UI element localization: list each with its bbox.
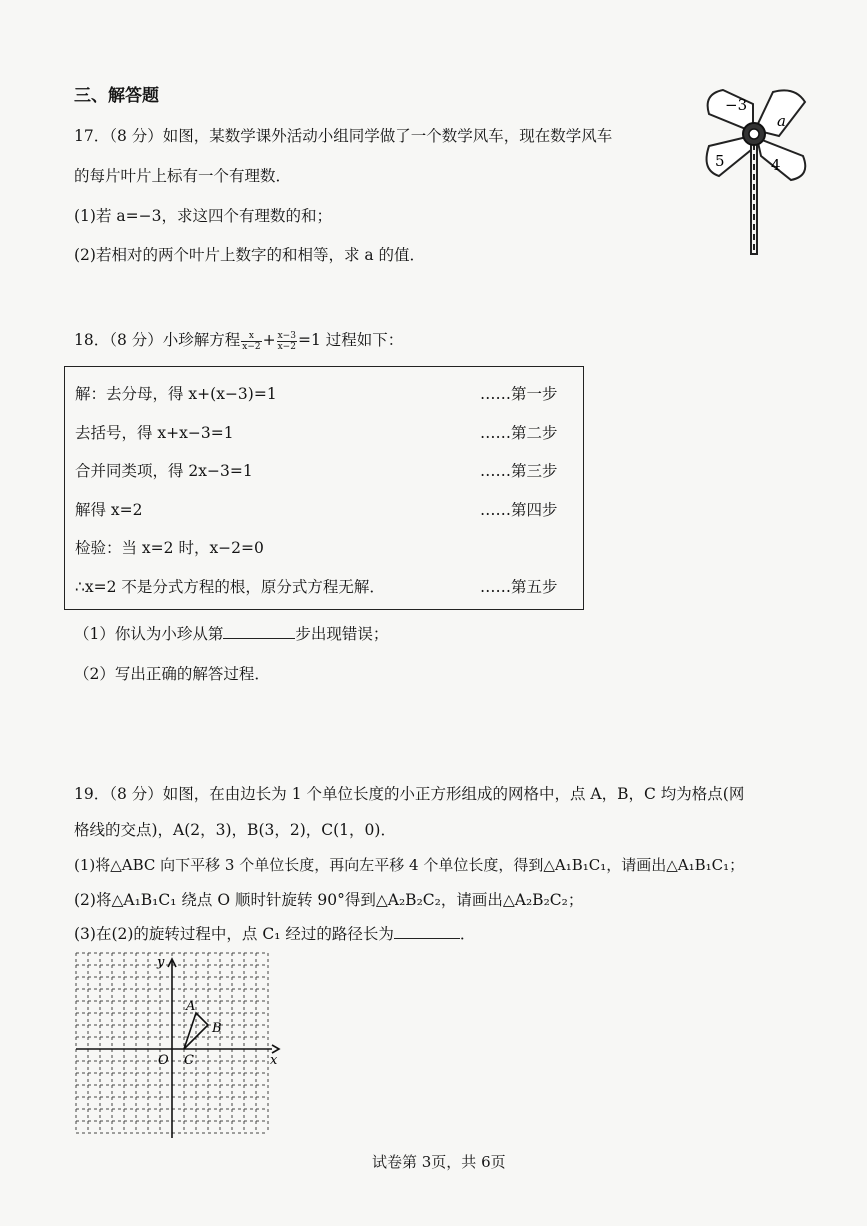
blade-label-bottom-left: 5 (715, 152, 725, 170)
fraction-1-denominator: x−2 (242, 341, 261, 352)
solution-box (64, 366, 584, 610)
blade-label-bottom-right: 4 (771, 156, 781, 174)
q17-part1: (1)若 a=−3，求这四个有理数的和； (74, 207, 332, 225)
x-axis-arrow (272, 1045, 279, 1053)
coordinate-grid (72, 952, 282, 1142)
step-5-text: ∴x=2 不是分式方程的根，原分式方程无解． (75, 578, 385, 596)
q19-part3-after: ． (459, 925, 476, 943)
blade-bottom-left (707, 136, 751, 176)
answer-blank-path-length[interactable] (394, 924, 460, 939)
q19-part3 (74, 924, 475, 944)
fraction-2-denominator: x−2 (277, 341, 296, 352)
q17-part2: (2)若相对的两个叶片上数字的和相等，求 a 的值． (74, 246, 426, 264)
q18-part1-after: 步出现错误； (295, 625, 389, 643)
q19-part3-before: (3)在(2)的旋转过程中，点 C₁ 经过的路径长为 (74, 925, 394, 943)
step-1-label: ……第一步 (480, 385, 558, 403)
step-2-text: 去括号，得 x+x−3=1 (75, 424, 234, 442)
q17-line2: 的每片叶片上标有一个有理数． (74, 167, 292, 185)
step-4-text: 解得 x=2 (75, 501, 143, 519)
section-heading: 三、解答题 (74, 86, 159, 106)
fraction-1-numerator: x (241, 331, 261, 342)
step-3-text: 合并同类项，得 2x−3=1 (75, 462, 253, 480)
blade-label-top-left: −3 (725, 96, 748, 114)
pinwheel-figure (695, 84, 815, 259)
point-c-label: C (184, 1053, 194, 1068)
answer-blank-step[interactable] (223, 624, 295, 639)
fraction-1 (241, 331, 261, 352)
point-a-label: A (186, 999, 196, 1014)
page-footer: 试卷第 3页，共 6页 (372, 1153, 506, 1171)
q18-part2: （2）写出正确的解答过程． (74, 665, 270, 683)
step-check-text: 检验：当 x=2 时，x−2=0 (75, 539, 264, 557)
blade-bottom-right (757, 138, 805, 180)
q18-intro-before: 18．（8 分）小珍解方程 (74, 331, 241, 349)
step-1-text: 解：去分母，得 x+(x−3)=1 (75, 385, 277, 403)
plus-sign: + (262, 331, 276, 349)
q18-intro (74, 330, 403, 352)
blade-label-top-right: a (777, 112, 786, 130)
origin-label: O (158, 1053, 169, 1068)
q17-line1: 17．（8 分）如图，某数学课外活动小组同学做了一个数学风车，现在数学风车 (74, 127, 613, 145)
step-5-label: ……第五步 (480, 578, 558, 596)
fraction-2 (277, 331, 297, 352)
y-axis-label: y (157, 955, 165, 970)
step-2-label: ……第二步 (480, 424, 558, 442)
q19-part1: (1)将△ABC 向下平移 3 个单位长度，再向左平移 4 个单位长度，得到△A₁B₁C₁，请画出△A₁B₁C₁； (74, 856, 745, 874)
step-4-label: ……第四步 (480, 501, 558, 519)
q18-part1-before: （1）你认为小珍从第 (74, 625, 224, 643)
q19-part2: (2)将△A₁B₁C₁ 绕点 O 顺时针旋转 90°得到△A₂B₂C₂，请画出△A₂B₂C₂； (74, 891, 584, 909)
x-axis-label: x (270, 1053, 278, 1068)
point-b-label: B (212, 1021, 222, 1036)
q18-part1 (74, 624, 388, 644)
q19-line2: 格线的交点)，A(2，3)，B(3，2)，C(1，0)． (74, 821, 396, 839)
q18-intro-after: =1 过程如下： (297, 331, 404, 349)
step-3-label: ……第三步 (480, 462, 558, 480)
fraction-2-numerator: x−3 (277, 330, 296, 341)
q19-line1: 19．（8 分）如图，在由边长为 1 个单位长度的小正方形组成的网格中，点 A，B，C 均为格点(网 (74, 785, 745, 803)
